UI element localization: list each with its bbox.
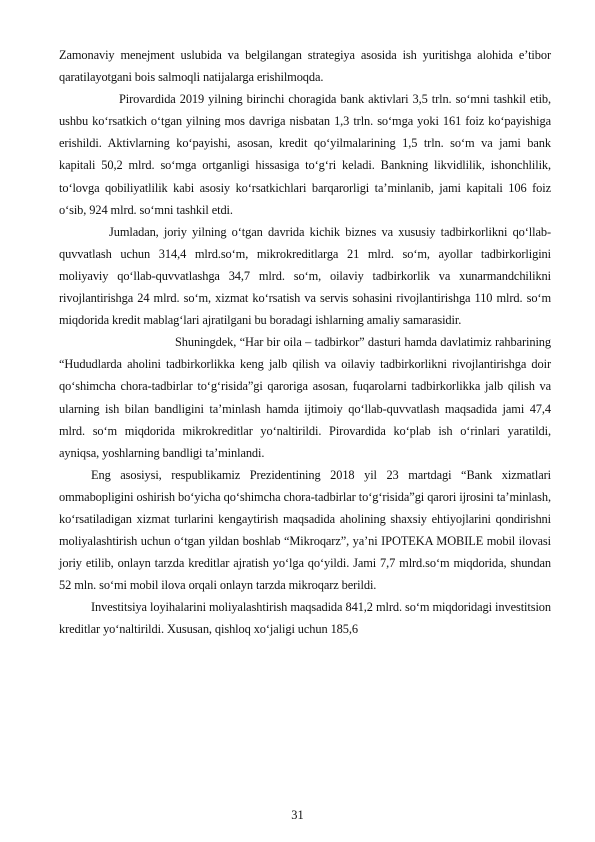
- document-body: [59, 44, 551, 641]
- paragraph-microloan: Eng asosiysi, respublikamiz Prezidentining 2018 yil 23 martdagi “Bank xizmatlari ommabopligini oshirish bo‘yicha qo‘shimcha chora-tadbirlar to‘g‘risida”gi qarori ijrosini ta’minlash, ko‘rsatiladigan xizmat turlarini kengaytirish maqsadida aholining shaxsiy ehtiyojlarini qondirishni moliyalashtirish uchun o‘tgan yildan boshlab “Mikroqarz”, ya’ni IPOTEKA MOBILE mobil ilovasi joriy etilib, onlayn tarzda kreditlar ajratish yo‘lga qo‘yildi. Jami 7,7 mlrd.so‘m miqdorida, shundan 52 mln. so‘mi mobil ilova orqali onlayn tarzda mikroqarz berildi.: [59, 467, 551, 593]
- paragraph-assets: Pirovardida 2019 yilning birinchi choragida bank aktivlari 3,5 trln. so‘mni tashkil etib, ushbu ko‘rsatkich o‘tgan yilning mos davriga nisbatan 1,3 trln. so‘mga yoki 161 foiz ko‘payishiga erishildi. Aktivlarning ko‘payishi, asosan, kredit qo‘yilmalarining 1,5 trln. so‘m va jami bank kapitali 50,2 mlrd. so‘mga ortganligi hissasiga to‘g‘ri keladi. Bankning likvidlilik, ishonchlilik, to‘lovga qobiliyatlilik kabi asosiy ko‘rsatkichlari barqarorligi ta’minlanib, jami kapitali 106 foiz o‘sib, 924 mlrd. so‘mni tashkil etdi.: [59, 92, 551, 217]
- paragraph-intro: Zamonaviy menejment uslubida va belgilangan strategiya asosida ish yuritishga alohida e’tibor qaratilayotgani bois salmoqli natijalarga erishilmoqda.: [59, 48, 551, 85]
- paragraph-investment: Investitsiya loyihalarini moliyalashtirish maqsadida 841,2 mlrd. so‘m miqdoridagi investitsion kreditlar yo‘naltirildi. Xususan, qishloq xo‘jaligi uchun 185,6: [59, 600, 551, 637]
- paragraph-small-business: Jumladan, joriy yilning o‘tgan davrida kichik biznes va xususiy tadbirkorlikni qo‘llab-quvvatlash uchun 314,4 mlrd.so‘m, mikrokreditlarga 21 mlrd. so‘m, ayollar tadbirkorligini moliyaviy qo‘llab-quvvatlashga 34,7 mlrd. so‘m, oilaviy tadbirkorlik va xunarmandchilikni rivojlantirishga 24 mlrd. so‘m, xizmat ko‘rsatish va servis sohasini rivojlantirishga 110 mlrd. so‘m miqdorida kredit mablag‘lari ajratilgani bu boradagi ishlarning amaliy samarasidir.: [59, 224, 551, 328]
- page-number: 31: [291, 808, 304, 822]
- paragraph-family-business: Shuningdek, “Har bir oila – tadbirkor” dasturi hamda davlatimiz rahbarining “Hududlarda aholini tadbirkorlikka keng jalb qilish va oilaviy tadbirkorlikni rivojlantirishga doir qo‘shimcha chora-tadbirlar to‘g‘risida”gi qaroriga asosan, fuqarolarni tadbirkorlikka jalb qilish va ularning ish bilan bandligini ta’minlash hamda ijtimoiy qo‘llab-quvvatlash maqsadida jami 47,4 mlrd. so‘m miqdorida mikrokreditlar yo‘naltirildi. Pirovardida ko‘plab ish o‘rinlari yaratildi, ayniqsa, yoshlarning bandligi ta’minlandi.: [59, 335, 551, 460]
